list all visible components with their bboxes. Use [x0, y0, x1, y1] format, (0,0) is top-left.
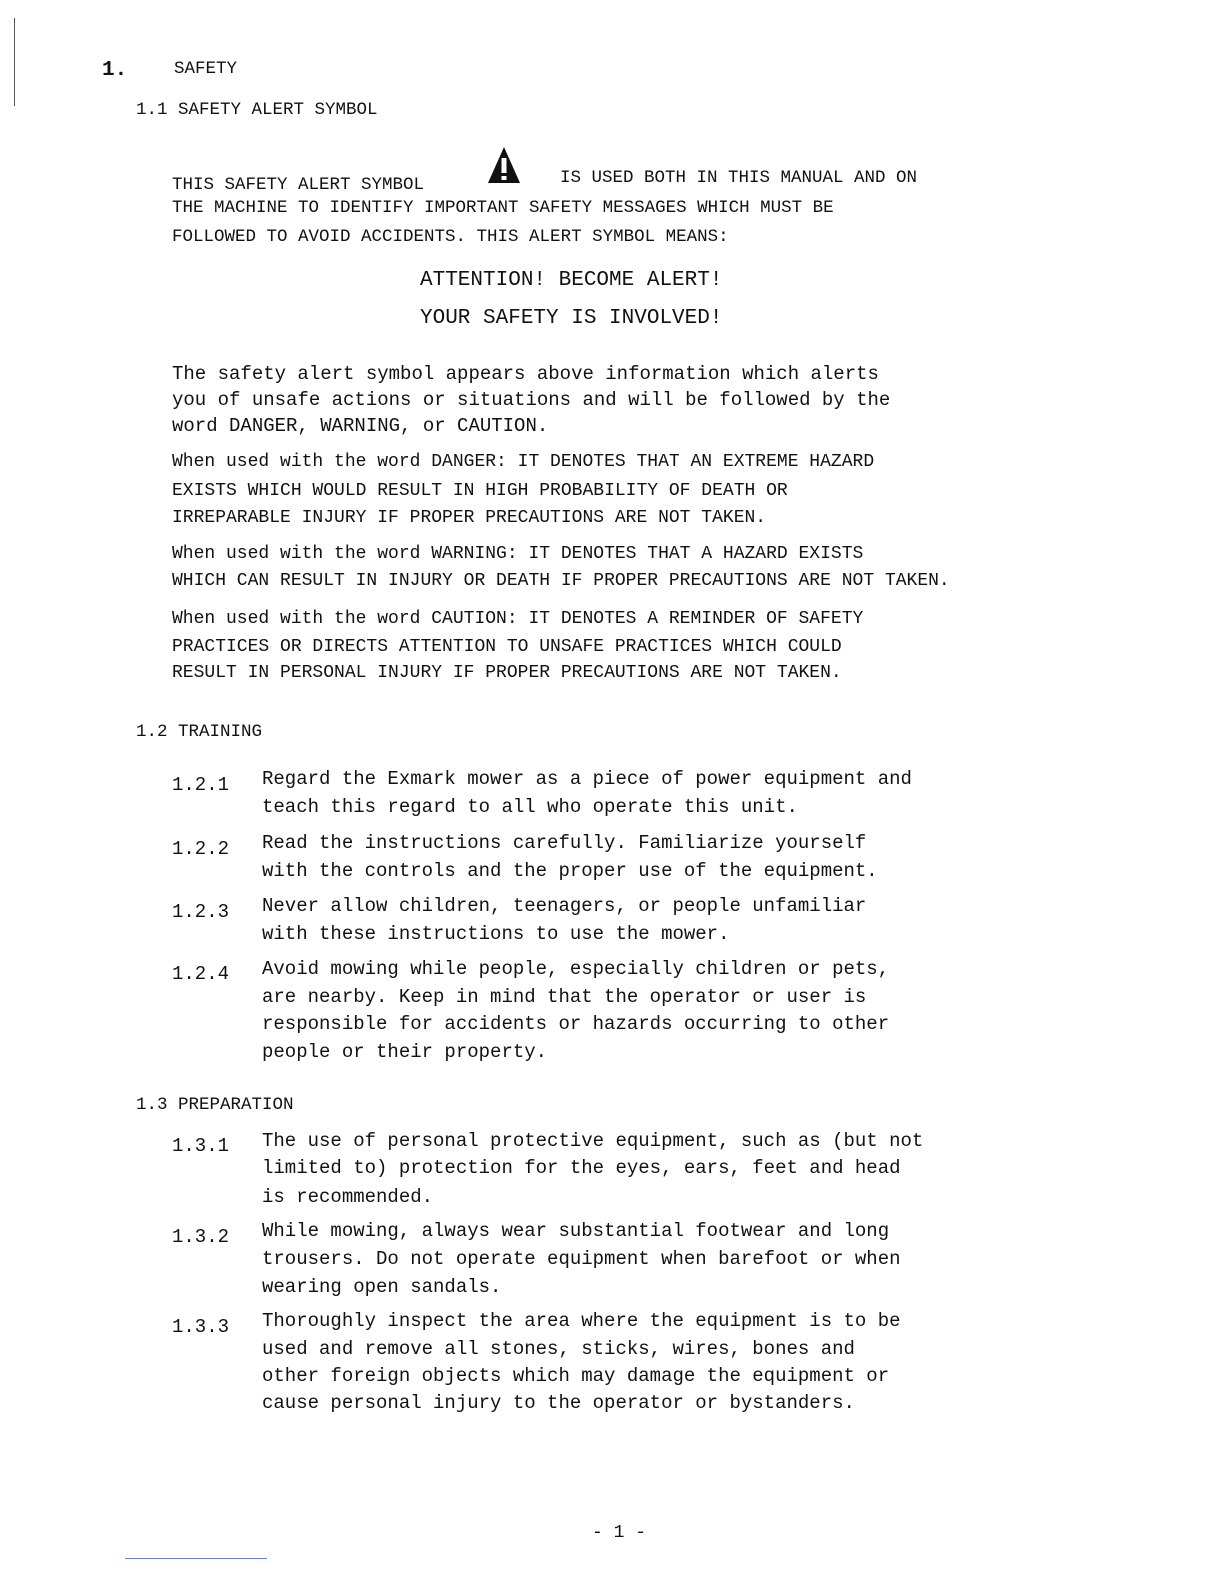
- item-line: limited to) protection for the eyes, ears, feet and head: [262, 1157, 901, 1179]
- page-number: - 1 -: [592, 1523, 647, 1543]
- item-number: 1.2.3: [172, 901, 230, 923]
- section-title: SAFETY: [174, 59, 238, 79]
- warning-line: WHICH CAN RESULT IN INJURY OR DEATH IF PROPER PRECAUTIONS ARE NOT TAKEN.: [172, 571, 950, 591]
- item-line: people or their property.: [262, 1041, 548, 1063]
- caution-line: RESULT IN PERSONAL INJURY IF PROPER PRECAUTIONS ARE NOT TAKEN.: [172, 663, 842, 683]
- item-line: Avoid mowing while people, especially children or pets,: [262, 958, 890, 980]
- s11-para-line: you of unsafe actions or situations and will be followed by the: [172, 389, 891, 411]
- item-line: wearing open sandals.: [262, 1276, 502, 1298]
- item-line: with the controls and the proper use of the equipment.: [262, 860, 878, 882]
- item-number: 1.2.2: [172, 838, 230, 860]
- item-line: is recommended.: [262, 1186, 434, 1208]
- danger-line: When used with the word DANGER: IT DENOTES THAT AN EXTREME HAZARD: [172, 452, 875, 472]
- danger-line: IRREPARABLE INJURY IF PROPER PRECAUTIONS ARE NOT TAKEN.: [172, 508, 767, 528]
- s11-intro-prefix: THIS SAFETY ALERT SYMBOL: [172, 175, 425, 195]
- s11-para-line: word DANGER, WARNING, or CAUTION.: [172, 415, 549, 437]
- item-number: 1.2.4: [172, 963, 230, 985]
- warning-line: When used with the word WARNING: IT DENOTES THAT A HAZARD EXISTS: [172, 544, 864, 564]
- item-line: Thoroughly inspect the area where the equipment is to be: [262, 1310, 901, 1332]
- s11-heading: 1.1 SAFETY ALERT SYMBOL: [136, 100, 378, 120]
- item-line: While mowing, always wear substantial footwear and long: [262, 1220, 890, 1242]
- bottom-rule: [125, 1558, 267, 1559]
- item-number: 1.3.1: [172, 1135, 230, 1157]
- s11-intro-line: FOLLOWED TO AVOID ACCIDENTS. THIS ALERT SYMBOL MEANS:: [172, 227, 729, 247]
- item-line: Regard the Exmark mower as a piece of power equipment and: [262, 768, 912, 790]
- s11-para-line: The safety alert symbol appears above information which alerts: [172, 363, 879, 385]
- item-line: cause personal injury to the operator or bystanders.: [262, 1392, 855, 1414]
- item-number: 1.3.2: [172, 1226, 230, 1248]
- item-line: Never allow children, teenagers, or people unfamiliar: [262, 895, 867, 917]
- item-line: trousers. Do not operate equipment when barefoot or when: [262, 1248, 901, 1270]
- item-line: other foreign objects which may damage the equipment or: [262, 1365, 890, 1387]
- item-line: are nearby. Keep in mind that the operator or user is: [262, 986, 867, 1008]
- item-number: 1.2.1: [172, 774, 230, 796]
- warning-triangle-icon: [486, 145, 522, 185]
- caution-line: When used with the word CAUTION: IT DENOTES A REMINDER OF SAFETY: [172, 609, 864, 629]
- section-number: 1.: [102, 59, 128, 82]
- danger-line: EXISTS WHICH WOULD RESULT IN HIGH PROBABILITY OF DEATH OR: [172, 481, 788, 501]
- item-number: 1.3.3: [172, 1316, 230, 1338]
- item-line: teach this regard to all who operate this unit.: [262, 796, 798, 818]
- s11-intro-line: IS USED BOTH IN THIS MANUAL AND ON: [560, 168, 918, 188]
- item-line: used and remove all stones, sticks, wires, bones and: [262, 1338, 855, 1360]
- item-line: The use of personal protective equipment, such as (but not: [262, 1130, 924, 1152]
- item-line: responsible for accidents or hazards occurring to other: [262, 1013, 890, 1035]
- callout-line: YOUR SAFETY IS INVOLVED!: [420, 307, 723, 330]
- caution-line: PRACTICES OR DIRECTS ATTENTION TO UNSAFE PRACTICES WHICH COULD: [172, 637, 842, 657]
- s13-heading: 1.3 PREPARATION: [136, 1095, 294, 1115]
- item-line: Read the instructions carefully. Familiarize yourself: [262, 832, 867, 854]
- scan-margin-line: [14, 18, 15, 106]
- callout-line: ATTENTION! BECOME ALERT!: [420, 269, 723, 292]
- item-line: with these instructions to use the mower.: [262, 923, 730, 945]
- s12-heading: 1.2 TRAINING: [136, 722, 263, 742]
- s11-intro-line: THE MACHINE TO IDENTIFY IMPORTANT SAFETY MESSAGES WHICH MUST BE: [172, 198, 834, 218]
